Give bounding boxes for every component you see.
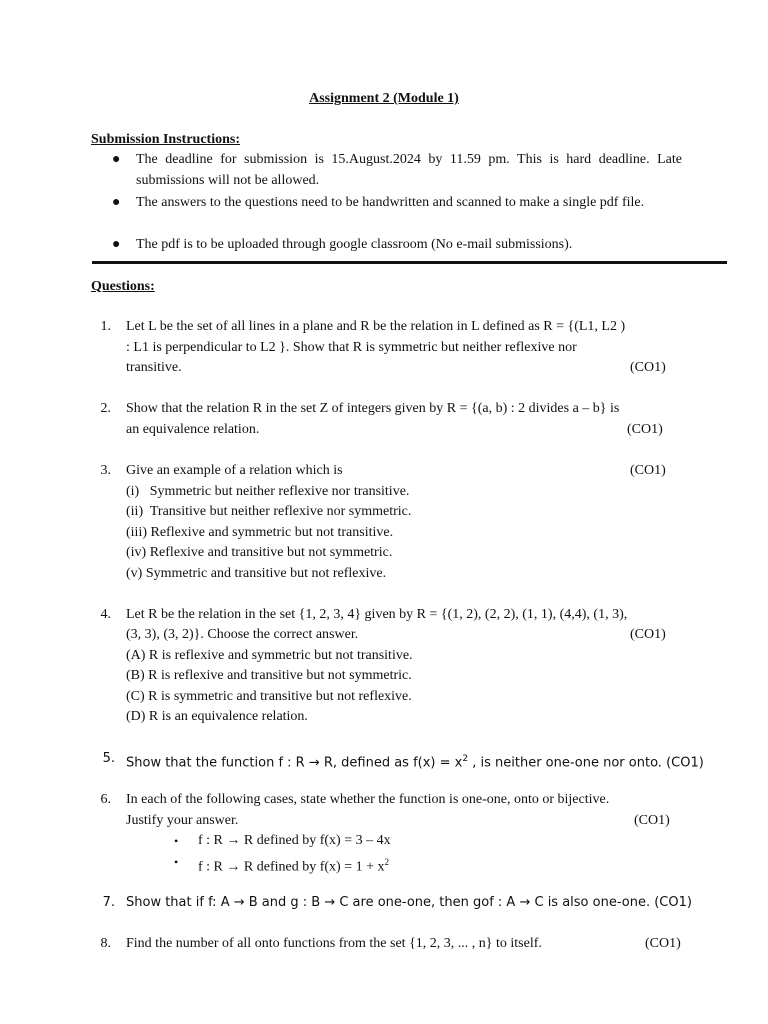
question-text-line: Show that if f: A → B and g : B → C are one-one, then gof : A → C is also one-one. (CO1) (126, 895, 692, 910)
course-outcome-label: (CO1) (630, 627, 666, 642)
question-text-line: Give an example of a relation which is (126, 463, 343, 478)
question-text-line: Find the number of all onto functions from the set {1, 2, 3, ... , n} to itself. (126, 936, 542, 951)
question-option: (C) R is symmetric and transitive but not reflexive. (126, 689, 412, 704)
question-option: (D) R is an equivalence relation. (126, 709, 308, 724)
question-text-line: : L1 is perpendicular to L2 }. Show that R is symmetric but neither reflexive nor (126, 340, 577, 355)
bullet-icon: • (174, 855, 179, 869)
question-option: (iii) Reflexive and symmetric but not transitive. (126, 525, 394, 540)
course-outcome-label: (CO1) (634, 813, 670, 828)
bullet-icon: • (174, 834, 179, 848)
sub-item-text: f : R → R defined by f(x) = 1 + x (198, 859, 385, 875)
question-text-line: (3, 3), (3, 2)}. Choose the correct answer. (126, 627, 359, 642)
question-text-line: In each of the following cases, state whether the function is one-one, onto or bijective. (126, 792, 610, 807)
submission-bullet-3: The pdf is to be uploaded through google classroom (No e-mail submissions). (136, 237, 573, 252)
question-option: (ii) Transitive but neither reflexive nor symmetric. (126, 504, 412, 519)
submission-bullet-2: The answers to the questions need to be handwritten and scanned to make a single pdf file. (136, 195, 645, 210)
question-number: 8. (100, 936, 111, 951)
question-sub-item (198, 852, 389, 878)
page-title: Assignment 2 (Module 1) (309, 91, 459, 106)
question-text: Show that the function f : R → R, defined as f(x) = x (126, 755, 463, 771)
question-text-line: an equivalence relation. (126, 422, 260, 437)
course-outcome-label: (CO1) (630, 360, 666, 375)
question-option: (v) Symmetric and transitive but not reflexive. (126, 566, 387, 581)
superscript: 2 (462, 754, 469, 764)
question-number: 1. (100, 319, 111, 334)
question-text-line: Show that the relation R in the set Z of integers given by R = {(a, b) : 2 divides a – b} is (126, 401, 620, 416)
question-text-line: Justify your answer. (126, 813, 239, 828)
course-outcome-label: (CO1) (645, 936, 681, 951)
course-outcome-label: (CO1) (627, 422, 663, 437)
question-number: 6. (100, 792, 111, 807)
question-number: 2. (100, 401, 111, 416)
question-number: 3. (100, 463, 111, 478)
question-option: (i) Symmetric but neither reflexive nor transitive. (126, 484, 410, 499)
superscript: 2 (384, 857, 389, 867)
question-text-line: transitive. (126, 360, 182, 375)
submission-bullet-1: The deadline for submission is 15.August.2024 by 11.59 pm. This is hard deadline. Late submissions will not be allowed. (136, 152, 682, 188)
course-outcome-label: (CO1) (630, 463, 666, 478)
bullet-icon: ● (112, 195, 121, 210)
questions-heading: Questions: (91, 279, 155, 294)
question-number: 5. (102, 751, 115, 766)
bullet-icon: ● (112, 152, 121, 167)
bullet-icon: ● (112, 237, 121, 252)
question-number: 7. (102, 895, 115, 910)
question-option: (iv) Reflexive and transitive but not symmetric. (126, 545, 393, 560)
question-option: (B) R is reflexive and transitive but not symmetric. (126, 668, 412, 683)
section-divider (92, 261, 727, 264)
question-sub-item (198, 831, 391, 851)
sub-item-text: f : R → R defined by f(x) = 3 – 4x (198, 833, 391, 848)
question-text-line: Let R be the relation in the set {1, 2, 3, 4} given by R = {(1, 2), (2, 2), (1, 1), (4,4), (1, 3), (126, 607, 628, 622)
question-text-line (126, 749, 704, 773)
question-option: (A) R is reflexive and symmetric but not transitive. (126, 648, 413, 663)
question-number: 4. (100, 607, 111, 622)
question-text: , is neither one-one nor onto. (CO1) (468, 755, 704, 771)
submission-heading: Submission Instructions: (91, 132, 240, 147)
question-text-line: Let L be the set of all lines in a plane and R be the relation in L defined as R = {(L1, L2 ) (126, 319, 626, 334)
